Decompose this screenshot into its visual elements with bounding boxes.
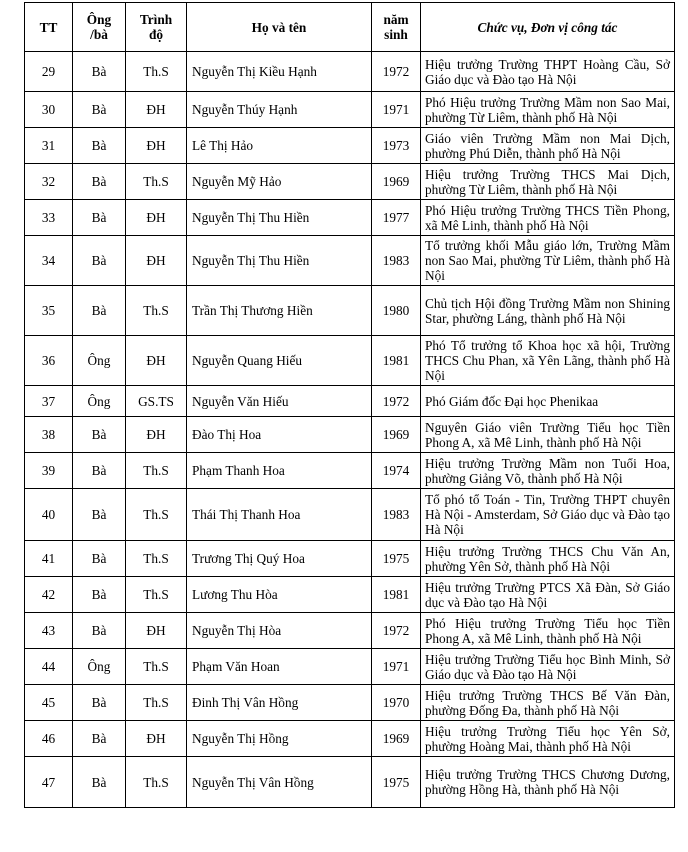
table-row — [25, 128, 675, 164]
cell-degree: ĐH — [126, 721, 187, 757]
cell-name: Lê Thị Hảo — [187, 128, 372, 164]
cell-title: Ông — [73, 336, 126, 386]
cell-degree: ĐH — [126, 92, 187, 128]
table-row — [25, 685, 675, 721]
cell-role: Phó Hiệu trưởng Trường THCS Tiền Phong, xã Mê Linh, thành phố Hà Nội — [421, 200, 675, 236]
header-tt: TT — [25, 3, 73, 52]
cell-tt: 40 — [25, 489, 73, 541]
cell-name: Đào Thị Hoa — [187, 417, 372, 453]
cell-name: Nguyễn Thị Kiều Hạnh — [187, 52, 372, 92]
cell-title: Bà — [73, 200, 126, 236]
cell-title: Bà — [73, 453, 126, 489]
cell-name: Thái Thị Thanh Hoa — [187, 489, 372, 541]
table-row — [25, 164, 675, 200]
cell-role: Hiệu trưởng Trường THPT Hoàng Cầu, Sở Giáo dục và Đào tạo Hà Nội — [421, 52, 675, 92]
cell-role: Hiệu trưởng Trường THCS Chương Dương, phường Hồng Hà, thành phố Hà Nội — [421, 757, 675, 808]
cell-tt: 29 — [25, 52, 73, 92]
cell-year: 1972 — [372, 52, 421, 92]
cell-tt: 33 — [25, 200, 73, 236]
cell-name: Lương Thu Hòa — [187, 577, 372, 613]
table-row — [25, 613, 675, 649]
cell-role: Phó Hiệu trưởng Trường Mầm non Sao Mai, phường Từ Liêm, thành phố Hà Nội — [421, 92, 675, 128]
cell-year: 1972 — [372, 613, 421, 649]
cell-role: Tổ trưởng khối Mẫu giáo lớn, Trường Mầm non Sao Mai, phường Từ Liêm, thành phố Hà Nội — [421, 236, 675, 286]
cell-name: Đinh Thị Vân Hồng — [187, 685, 372, 721]
cell-degree: Th.S — [126, 541, 187, 577]
cell-title: Bà — [73, 92, 126, 128]
cell-role: Phó Hiệu trưởng Trường Tiểu học Tiền Phong A, xã Mê Linh, thành phố Hà Nội — [421, 613, 675, 649]
cell-degree: ĐH — [126, 200, 187, 236]
cell-role: Phó Tổ trưởng tổ Khoa học xã hội, Trường THCS Chu Phan, xã Yên Lãng, thành phố Hà Nội — [421, 336, 675, 386]
cell-name: Nguyễn Thị Vân Hồng — [187, 757, 372, 808]
header-year: năm sinh — [372, 3, 421, 52]
table-row — [25, 721, 675, 757]
cell-degree: ĐH — [126, 417, 187, 453]
cell-tt: 34 — [25, 236, 73, 286]
cell-tt: 47 — [25, 757, 73, 808]
table-row — [25, 417, 675, 453]
cell-title: Ông — [73, 386, 126, 417]
header-name: Họ và tên — [187, 3, 372, 52]
cell-name: Phạm Thanh Hoa — [187, 453, 372, 489]
table-row — [25, 52, 675, 92]
cell-title: Bà — [73, 577, 126, 613]
cell-year: 1969 — [372, 417, 421, 453]
cell-title: Bà — [73, 613, 126, 649]
cell-degree: GS.TS — [126, 386, 187, 417]
cell-tt: 32 — [25, 164, 73, 200]
cell-name: Phạm Văn Hoan — [187, 649, 372, 685]
table-row — [25, 200, 675, 236]
cell-title: Bà — [73, 417, 126, 453]
cell-title: Bà — [73, 721, 126, 757]
cell-degree: ĐH — [126, 336, 187, 386]
header-role: Chức vụ, Đơn vị công tác — [421, 3, 675, 52]
cell-degree: ĐH — [126, 128, 187, 164]
cell-role: Tổ phó tổ Toán - Tin, Trường THPT chuyên Hà Nội - Amsterdam, Sở Giáo dục và Đào tạo Hà Nội — [421, 489, 675, 541]
cell-degree: Th.S — [126, 577, 187, 613]
table-row — [25, 541, 675, 577]
table-row — [25, 489, 675, 541]
cell-tt: 41 — [25, 541, 73, 577]
cell-year: 1973 — [372, 128, 421, 164]
cell-role: Hiệu trưởng Trường Tiểu học Yên Sở, phường Hoàng Mai, thành phố Hà Nội — [421, 721, 675, 757]
cell-name: Nguyễn Văn Hiếu — [187, 386, 372, 417]
cell-year: 1981 — [372, 336, 421, 386]
cell-year: 1972 — [372, 386, 421, 417]
table-row — [25, 577, 675, 613]
header-degree: Trình độ — [126, 3, 187, 52]
table-header — [25, 3, 675, 52]
cell-tt: 37 — [25, 386, 73, 417]
cell-name: Nguyễn Thúy Hạnh — [187, 92, 372, 128]
cell-role: Phó Giám đốc Đại học Phenikaa — [421, 386, 675, 417]
cell-tt: 36 — [25, 336, 73, 386]
cell-year: 1981 — [372, 577, 421, 613]
cell-degree: Th.S — [126, 286, 187, 336]
cell-degree: Th.S — [126, 52, 187, 92]
cell-tt: 44 — [25, 649, 73, 685]
table-row — [25, 757, 675, 808]
cell-year: 1983 — [372, 489, 421, 541]
cell-name: Trần Thị Thương Hiền — [187, 286, 372, 336]
cell-year: 1974 — [372, 453, 421, 489]
cell-degree: Th.S — [126, 453, 187, 489]
cell-role: Hiệu trưởng Trường THCS Chu Văn An, phường Yên Sở, thành phố Hà Nội — [421, 541, 675, 577]
cell-tt: 35 — [25, 286, 73, 336]
cell-name: Trương Thị Quý Hoa — [187, 541, 372, 577]
cell-degree: ĐH — [126, 236, 187, 286]
cell-name: Nguyễn Thị Hòa — [187, 613, 372, 649]
cell-name: Nguyễn Thị Thu Hiền — [187, 200, 372, 236]
header-title: Ông /bà — [73, 3, 126, 52]
cell-year: 1971 — [372, 92, 421, 128]
table-row — [25, 286, 675, 336]
cell-title: Bà — [73, 757, 126, 808]
cell-year: 1969 — [372, 164, 421, 200]
cell-degree: Th.S — [126, 757, 187, 808]
cell-tt: 46 — [25, 721, 73, 757]
cell-role: Hiệu trưởng Trường PTCS Xã Đàn, Sở Giáo dục và Đào tạo Hà Nội — [421, 577, 675, 613]
table-row — [25, 236, 675, 286]
cell-name: Nguyễn Quang Hiếu — [187, 336, 372, 386]
cell-degree: ĐH — [126, 613, 187, 649]
cell-role: Giáo viên Trường Mầm non Mai Dịch, phường Phú Diễn, thành phố Hà Nội — [421, 128, 675, 164]
cell-tt: 31 — [25, 128, 73, 164]
table-row — [25, 453, 675, 489]
cell-degree: Th.S — [126, 685, 187, 721]
cell-year: 1970 — [372, 685, 421, 721]
cell-tt: 38 — [25, 417, 73, 453]
header-row — [25, 3, 675, 52]
cell-degree: Th.S — [126, 164, 187, 200]
cell-tt: 45 — [25, 685, 73, 721]
cell-title: Ông — [73, 649, 126, 685]
personnel-table — [24, 2, 675, 808]
cell-role: Hiệu trưởng Trường Tiểu học Bình Minh, Sở Giáo dục và Đào tạo Hà Nội — [421, 649, 675, 685]
cell-year: 1983 — [372, 236, 421, 286]
cell-title: Bà — [73, 128, 126, 164]
cell-year: 1975 — [372, 541, 421, 577]
cell-title: Bà — [73, 541, 126, 577]
table-row — [25, 92, 675, 128]
cell-role: Hiệu trưởng Trường Mầm non Tuổi Hoa, phường Giảng Võ, thành phố Hà Nội — [421, 453, 675, 489]
cell-title: Bà — [73, 236, 126, 286]
cell-year: 1969 — [372, 721, 421, 757]
cell-title: Bà — [73, 685, 126, 721]
cell-name: Nguyễn Thị Hồng — [187, 721, 372, 757]
cell-tt: 42 — [25, 577, 73, 613]
cell-tt: 43 — [25, 613, 73, 649]
cell-name: Nguyễn Mỹ Hảo — [187, 164, 372, 200]
table-row — [25, 386, 675, 417]
cell-role: Chủ tịch Hội đồng Trường Mầm non Shining Star, phường Láng, thành phố Hà Nội — [421, 286, 675, 336]
cell-year: 1977 — [372, 200, 421, 236]
cell-title: Bà — [73, 52, 126, 92]
cell-year: 1980 — [372, 286, 421, 336]
cell-degree: Th.S — [126, 489, 187, 541]
cell-role: Hiệu trưởng Trường THCS Mai Dịch, phường Từ Liêm, thành phố Hà Nội — [421, 164, 675, 200]
cell-role: Nguyên Giáo viên Trường Tiểu học Tiền Phong A, xã Mê Linh, thành phố Hà Nội — [421, 417, 675, 453]
cell-degree: Th.S — [126, 649, 187, 685]
cell-name: Nguyễn Thị Thu Hiền — [187, 236, 372, 286]
table-row — [25, 649, 675, 685]
cell-title: Bà — [73, 164, 126, 200]
table-body — [25, 52, 675, 808]
cell-year: 1971 — [372, 649, 421, 685]
cell-title: Bà — [73, 286, 126, 336]
cell-role: Hiệu trưởng Trường THCS Bế Văn Đàn, phường Đống Đa, thành phố Hà Nội — [421, 685, 675, 721]
table-row — [25, 336, 675, 386]
cell-tt: 39 — [25, 453, 73, 489]
cell-year: 1975 — [372, 757, 421, 808]
cell-title: Bà — [73, 489, 126, 541]
cell-tt: 30 — [25, 92, 73, 128]
